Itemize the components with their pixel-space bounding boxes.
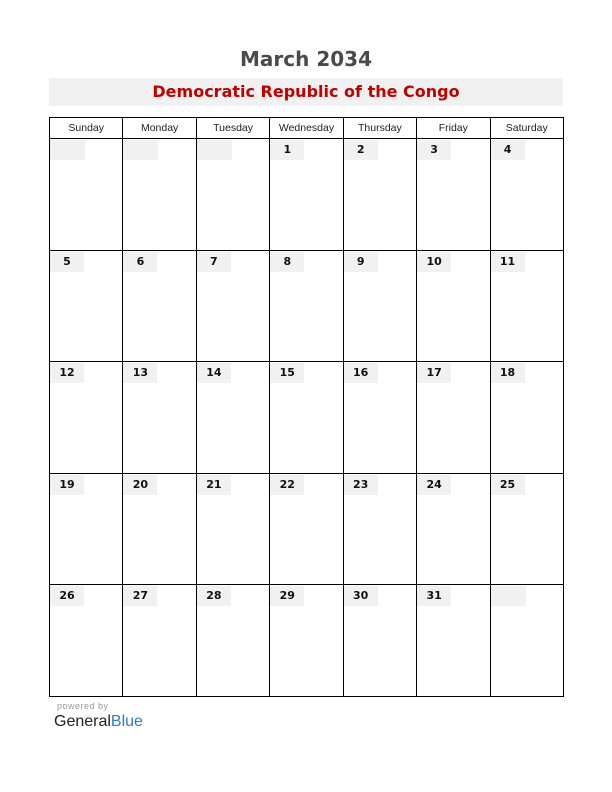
day-cell (270, 250, 343, 362)
day-number: 7 (197, 252, 231, 272)
day-cell (270, 362, 343, 474)
day-number: 26 (50, 586, 84, 606)
empty-day-number (491, 586, 526, 606)
day-number: 19 (50, 475, 84, 495)
day-cell (343, 585, 416, 697)
day-cell (490, 585, 563, 697)
weekday-tuesday: Tuesday (196, 118, 269, 139)
day-number: 5 (50, 252, 84, 272)
day-number: 8 (270, 252, 304, 272)
empty-day-number (123, 140, 158, 160)
day-cell (50, 585, 123, 697)
day-number: 3 (417, 140, 451, 160)
country-banner (49, 78, 563, 106)
brand-logo-general: General (54, 713, 111, 730)
powered-by-label: powered by (57, 701, 109, 711)
day-number: 28 (197, 586, 231, 606)
day-number: 20 (123, 475, 157, 495)
day-cell (417, 139, 490, 251)
day-cell (196, 362, 269, 474)
day-number: 1 (270, 140, 304, 160)
day-number: 13 (123, 363, 157, 383)
day-cell (490, 362, 563, 474)
day-cell (490, 139, 563, 251)
calendar-title: March 2034 (240, 47, 372, 71)
day-number: 29 (270, 586, 304, 606)
day-number: 27 (123, 586, 157, 606)
day-cell (343, 473, 416, 585)
weekday-thursday: Thursday (343, 118, 416, 139)
day-cell (417, 473, 490, 585)
weekday-sunday: Sunday (50, 118, 123, 139)
day-number: 4 (491, 140, 525, 160)
day-cell (123, 362, 196, 474)
day-cell (123, 250, 196, 362)
calendar-grid (49, 117, 564, 697)
day-number: 12 (50, 363, 84, 383)
calendar-week-row (50, 585, 564, 697)
day-cell (196, 585, 269, 697)
day-number: 22 (270, 475, 304, 495)
brand-logo-blue: Blue (110, 713, 143, 730)
calendar-week-row (50, 139, 564, 251)
day-number: 24 (417, 475, 451, 495)
day-cell (417, 585, 490, 697)
day-number: 9 (344, 252, 378, 272)
day-number: 21 (197, 475, 231, 495)
day-number: 23 (344, 475, 378, 495)
day-cell (343, 250, 416, 362)
day-cell (123, 473, 196, 585)
day-number: 25 (491, 475, 525, 495)
day-number: 14 (197, 363, 231, 383)
day-number: 15 (270, 363, 304, 383)
empty-day-number (50, 140, 85, 160)
day-cell (196, 473, 269, 585)
calendar-week-row (50, 250, 564, 362)
calendar-week-row (50, 473, 564, 585)
day-number: 18 (491, 363, 525, 383)
day-number: 10 (417, 252, 451, 272)
empty-day-number (197, 140, 232, 160)
weekday-monday: Monday (123, 118, 196, 139)
day-cell (270, 139, 343, 251)
day-cell (417, 362, 490, 474)
day-number: 30 (344, 586, 378, 606)
weekday-header-row (50, 118, 564, 139)
day-cell (490, 250, 563, 362)
day-number: 17 (417, 363, 451, 383)
brand-logo[interactable] (54, 713, 143, 731)
weekday-wednesday: Wednesday (270, 118, 343, 139)
day-cell (50, 362, 123, 474)
day-cell (490, 473, 563, 585)
day-cell (50, 250, 123, 362)
day-cell (196, 250, 269, 362)
day-cell (343, 362, 416, 474)
weekday-saturday: Saturday (490, 118, 563, 139)
day-cell (270, 473, 343, 585)
calendar-week-row (50, 362, 564, 474)
day-cell (417, 250, 490, 362)
weekday-friday: Friday (417, 118, 490, 139)
day-cell (50, 139, 123, 251)
day-cell (196, 139, 269, 251)
day-cell (50, 473, 123, 585)
day-number: 16 (344, 363, 378, 383)
day-number: 2 (344, 140, 378, 160)
day-cell (123, 585, 196, 697)
day-number: 11 (491, 252, 525, 272)
day-number: 31 (417, 586, 451, 606)
day-cell (343, 139, 416, 251)
country-name: Democratic Republic of the Congo (152, 82, 460, 101)
day-number: 6 (123, 252, 157, 272)
day-cell (270, 585, 343, 697)
day-cell (123, 139, 196, 251)
